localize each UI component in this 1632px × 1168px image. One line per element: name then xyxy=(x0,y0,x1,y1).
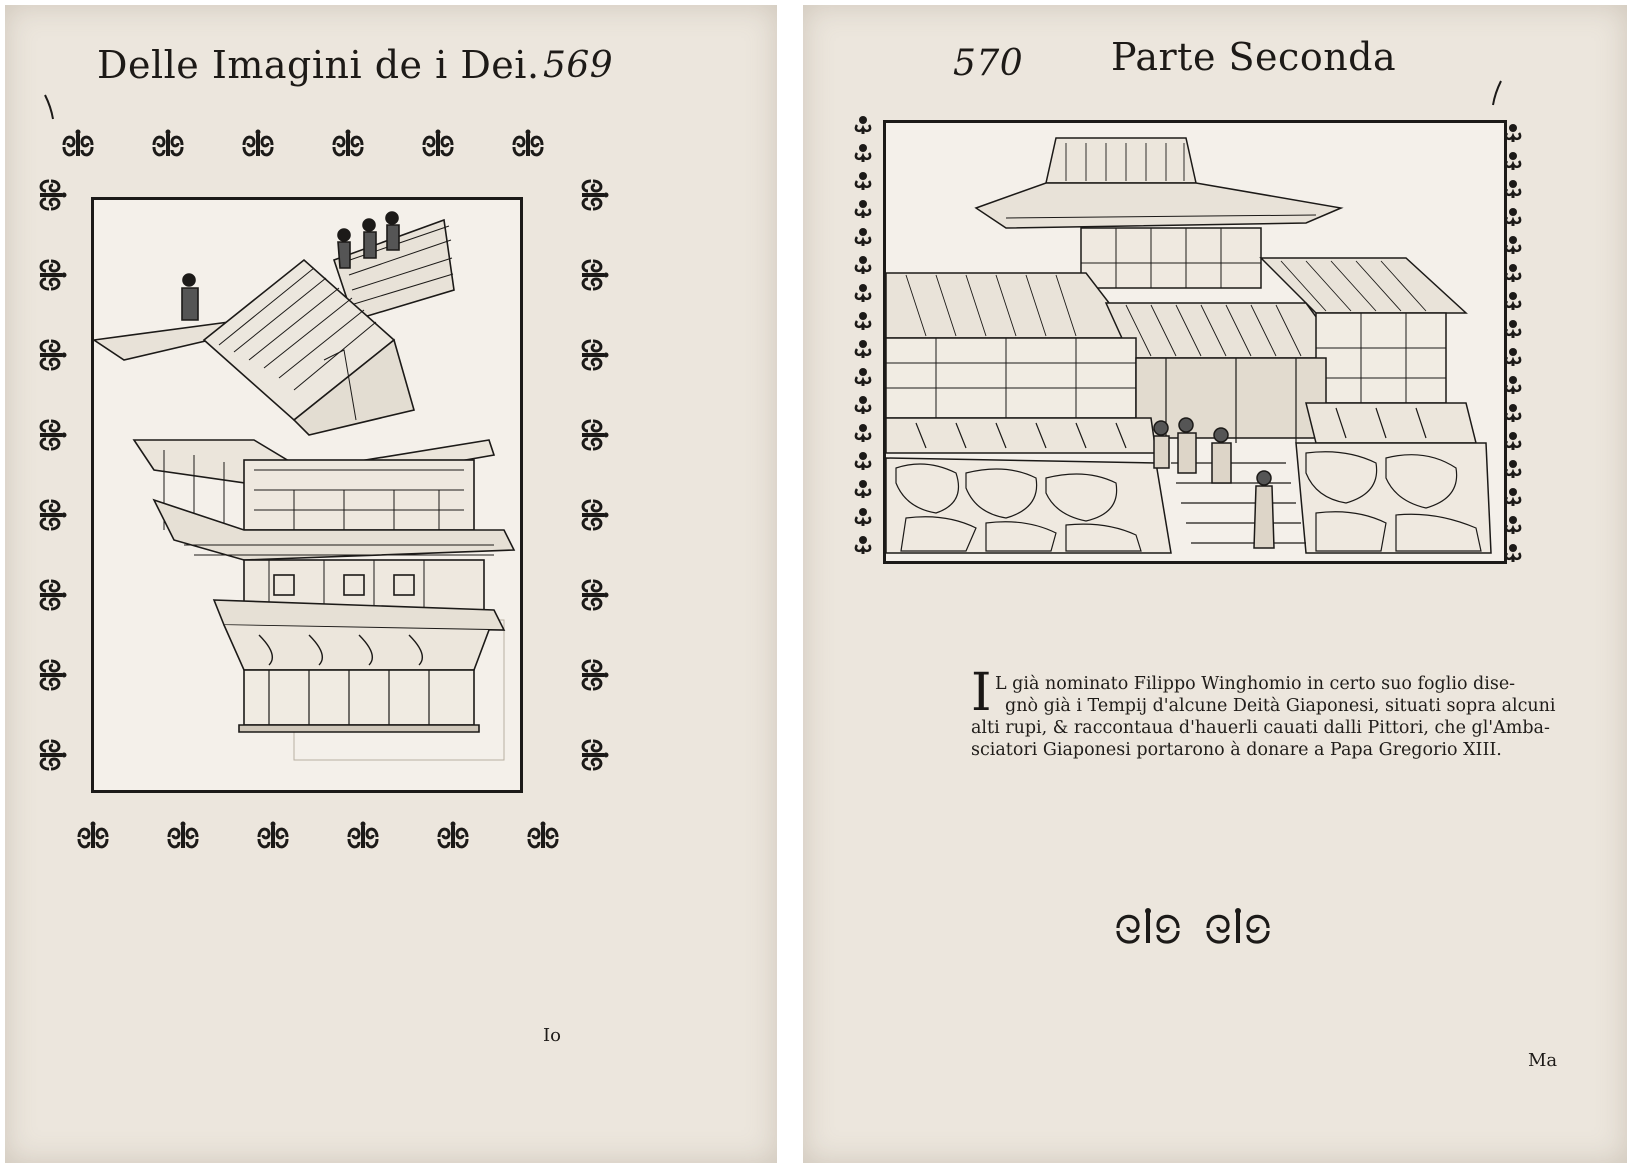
corner-mark xyxy=(43,93,55,121)
temple-on-rocks-icon xyxy=(886,123,1504,561)
body-text xyxy=(995,673,1556,717)
page-number: 569 xyxy=(543,45,614,86)
signature-mark: Io xyxy=(543,1025,561,1046)
body-line: gnò già i Tempij d'alcune Deità Giaponesi, situati sopra alcuni xyxy=(1005,696,1556,716)
running-title: Delle Imagini de i Dei. xyxy=(97,43,540,87)
drop-cap: I xyxy=(971,663,992,723)
body-line: alti rupi, & raccontaua d'hauerli cauati dalli Pittori, che gl'Amba- xyxy=(971,718,1550,738)
body-text-continued xyxy=(971,717,1550,761)
catchword: Ma xyxy=(1528,1050,1558,1071)
corner-mark xyxy=(1491,79,1503,107)
body-line: L già nominato Filippo Winghomio in certo suo foglio dise- xyxy=(995,674,1516,694)
right-page xyxy=(803,5,1627,1163)
running-title: Parte Seconda xyxy=(1111,35,1397,79)
body-line: sciatori Giaponesi portarono à donare a Papa Gregorio XIII. xyxy=(971,740,1502,760)
pagoda-woodcut xyxy=(91,197,523,793)
left-page xyxy=(5,5,777,1163)
page-number: 570 xyxy=(953,43,1024,84)
tailpiece-ornament xyxy=(1108,903,1288,953)
pagoda-tower-icon xyxy=(94,200,520,790)
temple-woodcut xyxy=(883,120,1507,564)
